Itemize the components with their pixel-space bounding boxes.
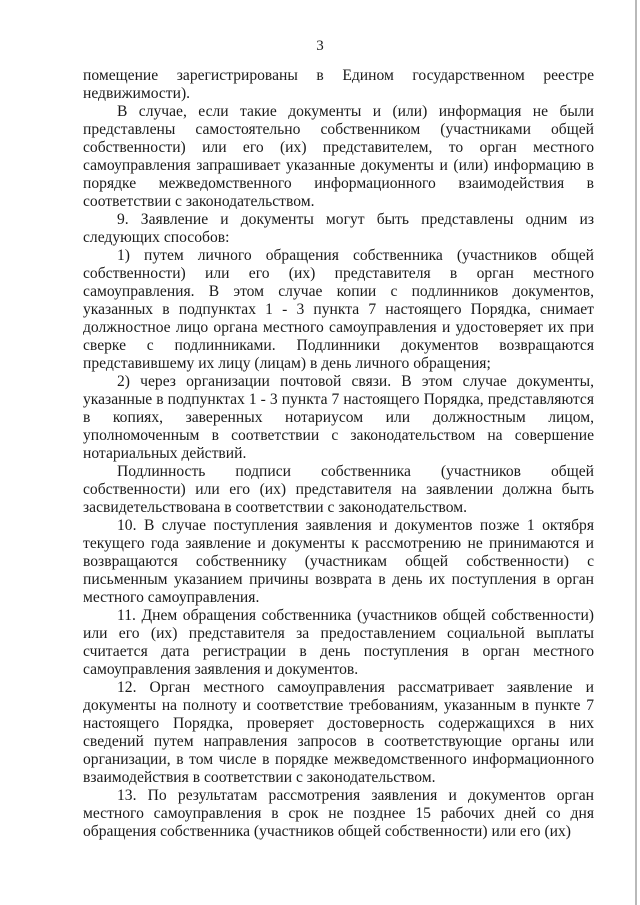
paragraph-signature-note: Подлинность подписи собственника (участников общей собственности) или его (их) представителя на заявлении должна быть засвидетельствована в соответствии с законодательством. [83,463,594,516]
paragraph-9-item-1: 1) путем личного обращения собственника (участников общей собственности) или его (их) представителя в орган местного самоуправления. В этом случае копии с подлинников документов, указанных в подпунктах 1 - 3 пункта 7 настоящего Порядка, снимает должностное лицо органа местного самоуправления и удостоверяет их при сверке с подлинниками. Подлинники документов возвращаются представившему их лицу (лицам) в день личного обращения; [83,247,594,372]
paragraph-13: 13. По результатам рассмотрения заявления и документов орган местного самоуправления в срок не позднее 15 рабочих дней со дня обращения собственника (участников общей собственности) или его (их) [83,787,594,840]
paragraph-11: 11. Днем обращения собственника (участников общей собственности) или его (их) представителя за предоставлением социальной выплаты считается дата регистрации в день поступления в орган местного самоуправления заявления и документов. [83,607,594,678]
paragraph-10: 10. В случае поступления заявления и документов позже 1 октября текущего года заявление и документы к рассмотрению не принимаются и возвращаются собственнику (участникам общей собственности) с письменным указанием причины возврата в день их поступления в орган местного самоуправления. [83,517,594,606]
scan-edge-line [635,0,637,905]
page-number: 3 [316,38,324,54]
paragraph-9: 9. Заявление и документы могут быть представлены одним из следующих способов: [83,211,594,246]
paragraph-9-item-2: 2) через организации почтовой связи. В этом случае документы, указанные в подпунктах 1 - 3 пункта 7 настоящего Порядка, представляются в копиях, заверенных нотариусом или должностным лицом, уполномоченным в соответствии с законодательством на совершение нотариальных действий. [83,373,594,462]
paragraph-continuation: помещение зарегистрированы в Едином государственном реестре недвижимости). [83,67,594,102]
document-body [83,67,594,841]
paragraph-8-note: В случае, если такие документы и (или) информация не были представлены самостоятельно собственником (участниками общей собственности) или его (их) представителем, то орган местного самоуправления запрашивает указанные документы и (или) информацию в порядке межведомственного информационного взаимодействия в соответствии с законодательством. [83,103,594,210]
paragraph-12: 12. Орган местного самоуправления рассматривает заявление и документы на полноту и соответствие требованиям, указанным в пункте 7 настоящего Порядка, проверяет достоверность содержащихся в них сведений путем направления запросов в соответствующие органы или организации, в том числе в порядке межведомственного информационного взаимодействия в соответствии с законодательством. [83,679,594,786]
